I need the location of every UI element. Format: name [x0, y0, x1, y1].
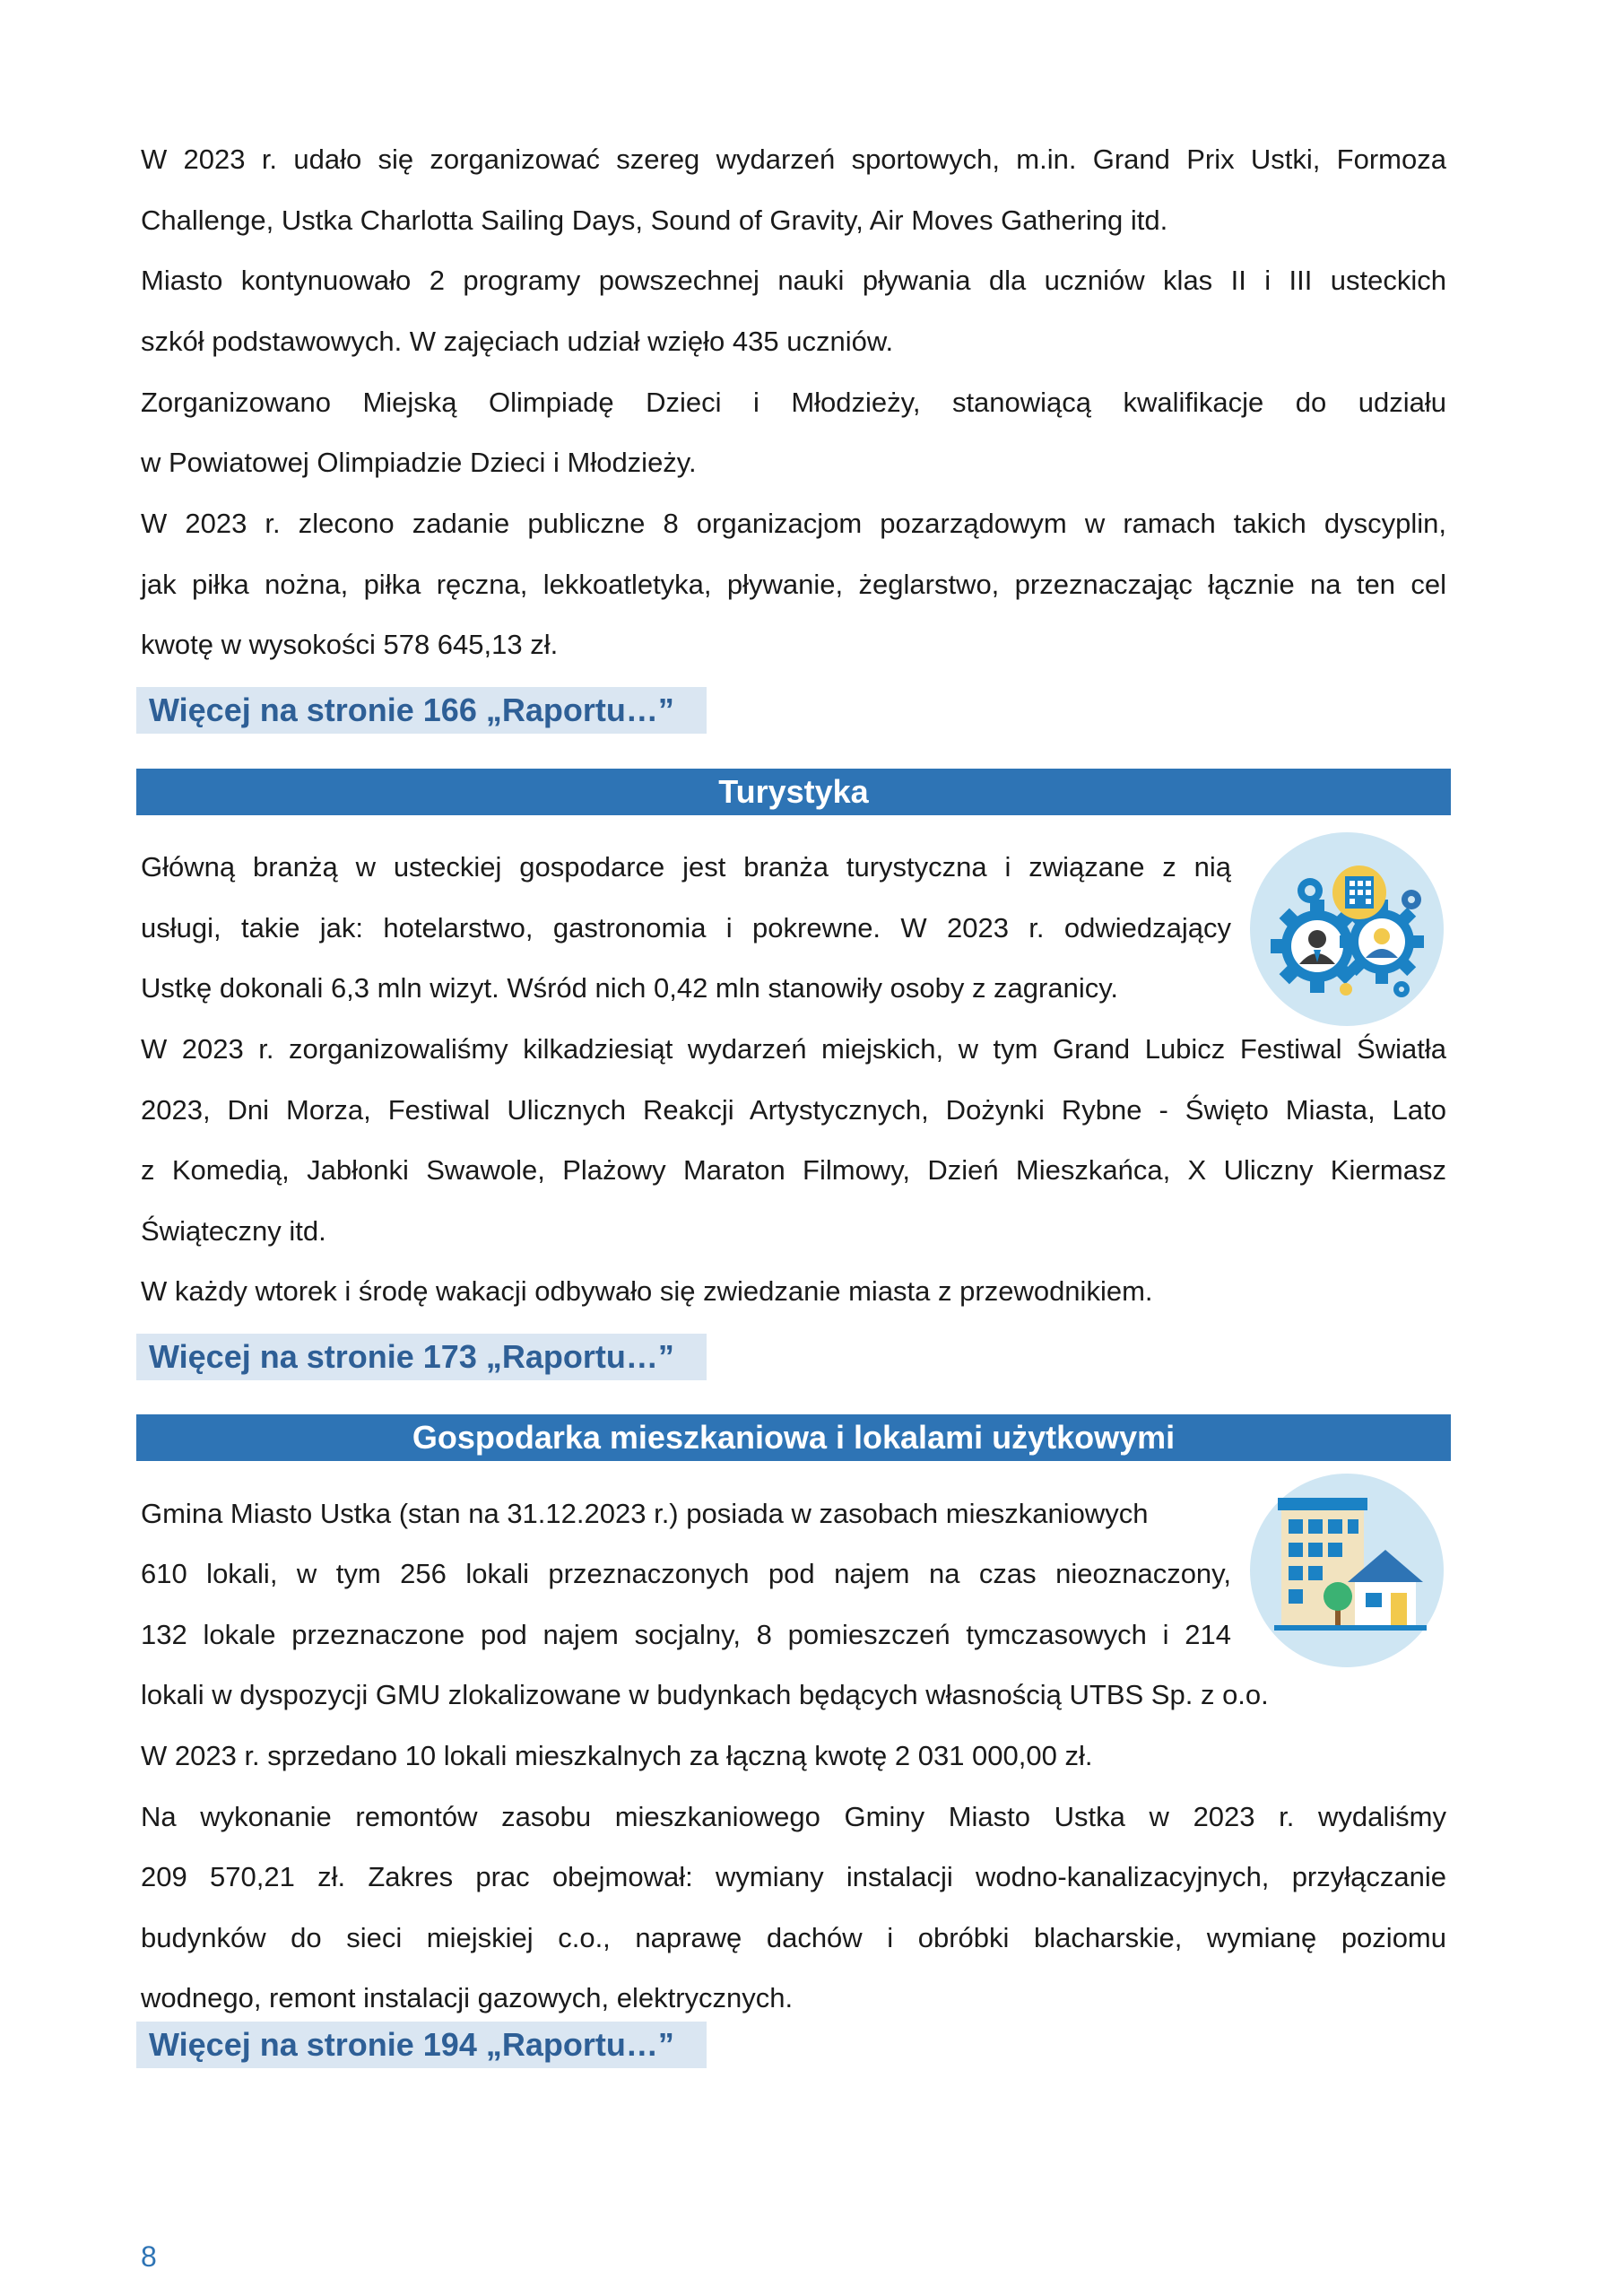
more-link[interactable]: Więcej na stronie 166 „Raportu…” — [136, 687, 707, 734]
body-text-line: W 2023 r. sprzedano 10 lokali mieszkalnych za łączną kwotę 2 031 000,00 zł. — [141, 1740, 1093, 1771]
body-text-line: wodnego, remont instalacji gazowych, elektrycznych. — [141, 1982, 794, 2013]
body-text-line: Gmina Miasto Ustka (stan na 31.12.2023 r.) posiada w zasobach mieszkaniowych — [141, 1498, 1149, 1529]
body-text-line: W 2023 r. zlecono zadanie publiczne 8 organizacjom pozarządowym w ramach takich dyscyplin, — [141, 508, 1446, 539]
more-link[interactable]: Więcej na stronie 173 „Raportu…” — [136, 1334, 707, 1380]
body-text-line: Świąteczny itd. — [141, 1215, 326, 1247]
body-text-line: budynków do sieci miejskiej c.o., naprawę dachów i obróbki blacharskie, wymianę poziomu — [141, 1922, 1446, 1953]
body-text-line: usługi, takie jak: hotelarstwo, gastronomia i pokrewne. W 2023 r. odwiedzający — [141, 912, 1231, 944]
body-text-line: W każdy wtorek i środę wakacji odbywało się zwiedzanie miasta z przewodnikiem. — [141, 1275, 1153, 1307]
body-text-line: Miasto kontynuowało 2 programy powszechnej nauki pływania dla uczniów klas II i III usteckich — [141, 265, 1446, 296]
page-number: 8 — [141, 2240, 157, 2273]
body-text-line: Na wykonanie remontów zasobu mieszkaniowego Gminy Miasto Ustka w 2023 r. wydaliśmy — [141, 1801, 1446, 1832]
body-text-line: jak piłka nożna, piłka ręczna, lekkoatletyka, pływanie, żeglarstwo, przeznaczając łącznie na ten cel — [141, 569, 1446, 600]
body-text-line: 2023, Dni Morza, Festiwal Ulicznych Reakcji Artystycznych, Dożynki Rybne - Święto Miasta, Lato — [141, 1094, 1446, 1126]
body-text-line: Zorganizowano Miejską Olimpiadę Dzieci i Młodzieży, stanowiącą kwalifikacje do udziału — [141, 387, 1446, 418]
body-text-line: szkół podstawowych. W zajęciach udział wzięło 435 uczniów. — [141, 326, 894, 357]
body-text-line: 610 lokali, w tym 256 lokali przeznaczonych pod najem na czas nieoznaczony, — [141, 1558, 1231, 1589]
body-text-line: Główną branżą w usteckiej gospodarce jest branża turystyczna i związane z nią — [141, 851, 1231, 883]
body-text-line: W 2023 r. udało się zorganizować szereg wydarzeń sportowych, m.in. Grand Prix Ustki, Formoza — [141, 144, 1446, 175]
section-header-tourism: Turystyka — [136, 769, 1451, 815]
body-text-line: lokali w dyspozycji GMU zlokalizowane w budynkach będących własnością UTBS Sp. z o.o. — [141, 1679, 1269, 1710]
body-text-line: Challenge, Ustka Charlotta Sailing Days, Sound of Gravity, Air Moves Gathering itd. — [141, 204, 1168, 236]
body-text-line: kwotę w wysokości 578 645,13 zł. — [141, 629, 559, 660]
body-text-line: w Powiatowej Olimpiadzie Dzieci i Młodzieży. — [141, 447, 697, 478]
more-link[interactable]: Więcej na stronie 194 „Raportu…” — [136, 2022, 707, 2068]
body-text-line: z Komedią, Jabłonki Swawole, Plażowy Maraton Filmowy, Dzień Mieszkańca, X Uliczny Kiermasz — [141, 1154, 1446, 1186]
body-text-line: Ustkę dokonali 6,3 mln wizyt. Wśród nich 0,42 mln stanowiły osoby z zagranicy. — [141, 972, 1119, 1004]
body-text-line: 132 lokale przeznaczone pod najem socjalny, 8 pomieszczeń tymczasowych i 214 — [141, 1619, 1231, 1650]
section-header-housing: Gospodarka mieszkaniowa i lokalami użytkowymi — [136, 1414, 1451, 1461]
houses-icon — [1247, 1471, 1446, 1670]
body-text-line: 209 570,21 zł. Zakres prac obejmował: wymiany instalacji wodno-kanalizacyjnych, przyłączanie — [141, 1861, 1446, 1892]
body-text-line: W 2023 r. zorganizowaliśmy kilkadziesiąt wydarzeń miejskich, w tym Grand Lubicz Festiwal Światła — [141, 1033, 1446, 1065]
gears-people-icon — [1247, 830, 1446, 1029]
